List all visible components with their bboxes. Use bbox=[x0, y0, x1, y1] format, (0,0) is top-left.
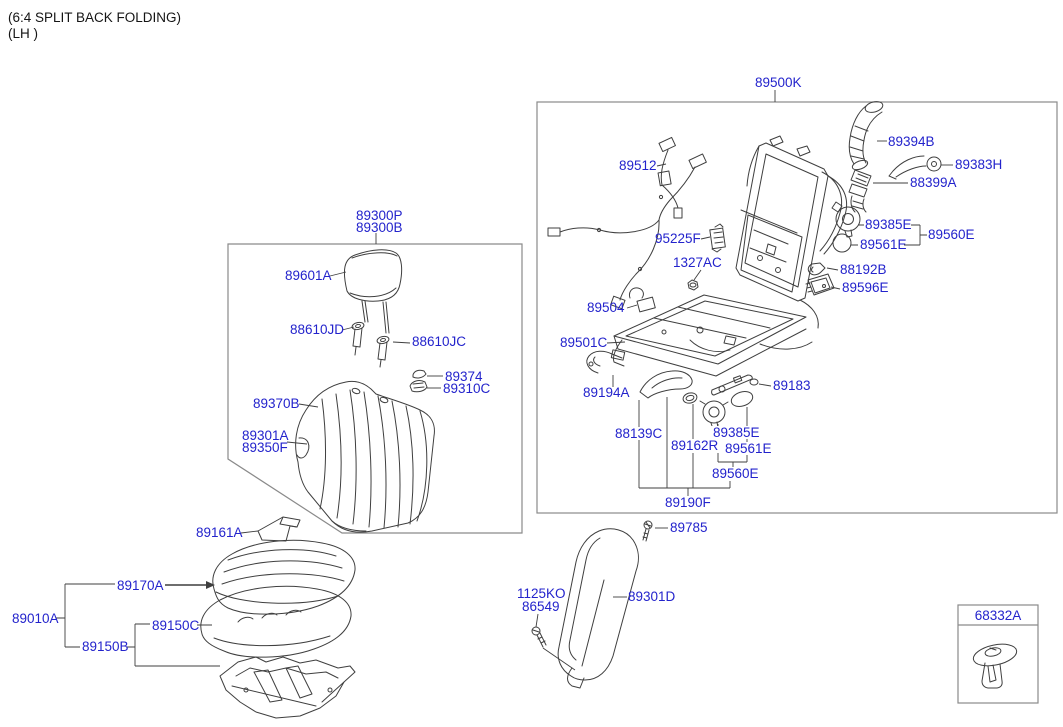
part-label-89504[interactable]: 89504 bbox=[587, 300, 625, 315]
part-label-68332a[interactable]: 68332A bbox=[974, 608, 1022, 623]
part-label-89301a[interactable]: 89301A bbox=[242, 428, 289, 443]
bracket-89183-drawing bbox=[712, 375, 758, 395]
part-label-89561e-top[interactable]: 89561E bbox=[860, 237, 907, 252]
part-label-89512[interactable]: 89512 bbox=[619, 158, 657, 173]
relay-95225F-drawing bbox=[710, 224, 726, 252]
bolt-89785-drawing bbox=[643, 521, 652, 541]
connector-89504-drawing bbox=[629, 288, 655, 312]
part-label-88192b[interactable]: 88192B bbox=[840, 262, 887, 277]
pad-89161A-drawing bbox=[258, 517, 300, 541]
part-label-89561e-bot[interactable]: 89561E bbox=[725, 441, 772, 456]
part-label-88399a[interactable]: 88399A bbox=[910, 175, 957, 190]
tube-89394B-drawing bbox=[849, 100, 884, 172]
part-label-88139c[interactable]: 88139C bbox=[615, 426, 663, 441]
clip-68332A-drawing bbox=[971, 641, 1018, 688]
seat-pan-frame-drawing bbox=[613, 295, 812, 376]
seatback-frame-drawing bbox=[736, 136, 847, 328]
part-label-89310c[interactable]: 89310C bbox=[443, 381, 491, 396]
part-labels bbox=[8, 10, 1021, 654]
page-title-line2: (LH ) bbox=[8, 26, 38, 41]
assembly-boxes bbox=[228, 102, 1057, 703]
part-label-89596e[interactable]: 89596E bbox=[842, 280, 889, 295]
part-label-89385e-bot[interactable]: 89385E bbox=[713, 425, 760, 440]
part-label-89162r[interactable]: 89162R bbox=[671, 438, 719, 453]
part-label-89301d[interactable]: 89301D bbox=[628, 589, 676, 604]
part-label-89601a[interactable]: 89601A bbox=[285, 268, 332, 283]
part-label-88610jd[interactable]: 88610JD bbox=[290, 322, 345, 337]
ring-89561E-top-drawing bbox=[833, 234, 851, 252]
part-drawings bbox=[201, 100, 1019, 718]
part-label-89300p[interactable]: 89300P bbox=[356, 208, 403, 223]
part-label-89183[interactable]: 89183 bbox=[773, 378, 811, 393]
ring-89162R-drawing bbox=[682, 391, 698, 404]
part-label-89350f[interactable]: 89350F bbox=[242, 440, 288, 455]
clip-89374-drawing bbox=[410, 370, 427, 392]
part-label-89190f[interactable]: 89190F bbox=[665, 495, 711, 510]
part-label-1125ko[interactable]: 1125KO bbox=[517, 586, 566, 601]
part-label-1327ac[interactable]: 1327AC bbox=[673, 255, 722, 270]
part-label-89194a[interactable]: 89194A bbox=[583, 385, 630, 400]
part-label-89370b[interactable]: 89370B bbox=[253, 396, 300, 411]
nut-1327AC-drawing bbox=[688, 280, 698, 290]
ecu-89596E-drawing bbox=[806, 274, 834, 295]
part-label-95225f[interactable]: 95225F bbox=[655, 231, 701, 246]
part-label-89010a[interactable]: 89010A bbox=[12, 611, 59, 626]
connector-88399A-drawing bbox=[849, 170, 871, 212]
part-label-89170a[interactable]: 89170A bbox=[117, 578, 164, 593]
cushion-89170A-drawing bbox=[213, 540, 355, 614]
oval-89561E-bottom-drawing bbox=[729, 389, 754, 409]
leader-89170A bbox=[165, 581, 215, 589]
seatback-cushion-drawing bbox=[296, 381, 435, 532]
part-label-89785[interactable]: 89785 bbox=[670, 520, 708, 535]
part-label-89150b[interactable]: 89150B bbox=[82, 639, 129, 654]
pad-89150C-drawing bbox=[201, 586, 351, 657]
part-label-89560e-top[interactable]: 89560E bbox=[928, 227, 975, 242]
part-label-89374[interactable]: 89374 bbox=[445, 369, 483, 384]
part-label-89500k[interactable]: 89500K bbox=[755, 75, 802, 90]
arm-89194A-drawing bbox=[587, 350, 625, 373]
part-label-89501c[interactable]: 89501C bbox=[560, 335, 608, 350]
frame-89150B-drawing bbox=[220, 657, 355, 718]
part-label-89560e-bot[interactable]: 89560E bbox=[712, 466, 759, 481]
bolster-89301D-drawing bbox=[558, 529, 638, 688]
part-label-89383h[interactable]: 89383H bbox=[955, 157, 1003, 172]
part-label-89394b[interactable]: 89394B bbox=[888, 134, 935, 149]
headrest-guide-drawings bbox=[351, 321, 389, 367]
page-title-line1: (6:4 SPLIT BACK FOLDING) bbox=[8, 10, 182, 25]
part-label-88610jc[interactable]: 88610JC bbox=[412, 334, 467, 349]
part-label-89161a[interactable]: 89161A bbox=[196, 525, 243, 540]
duct-88139C-drawing bbox=[640, 371, 692, 398]
bolt-1125KO-drawing bbox=[532, 627, 546, 647]
part-label-89385e-top[interactable]: 89385E bbox=[865, 217, 912, 232]
part-label-89150c[interactable]: 89150C bbox=[152, 618, 200, 633]
part-label-86549[interactable]: 86549 bbox=[522, 599, 560, 614]
headrest-drawing bbox=[344, 250, 401, 333]
part-label-89300b[interactable]: 89300B bbox=[356, 220, 403, 235]
